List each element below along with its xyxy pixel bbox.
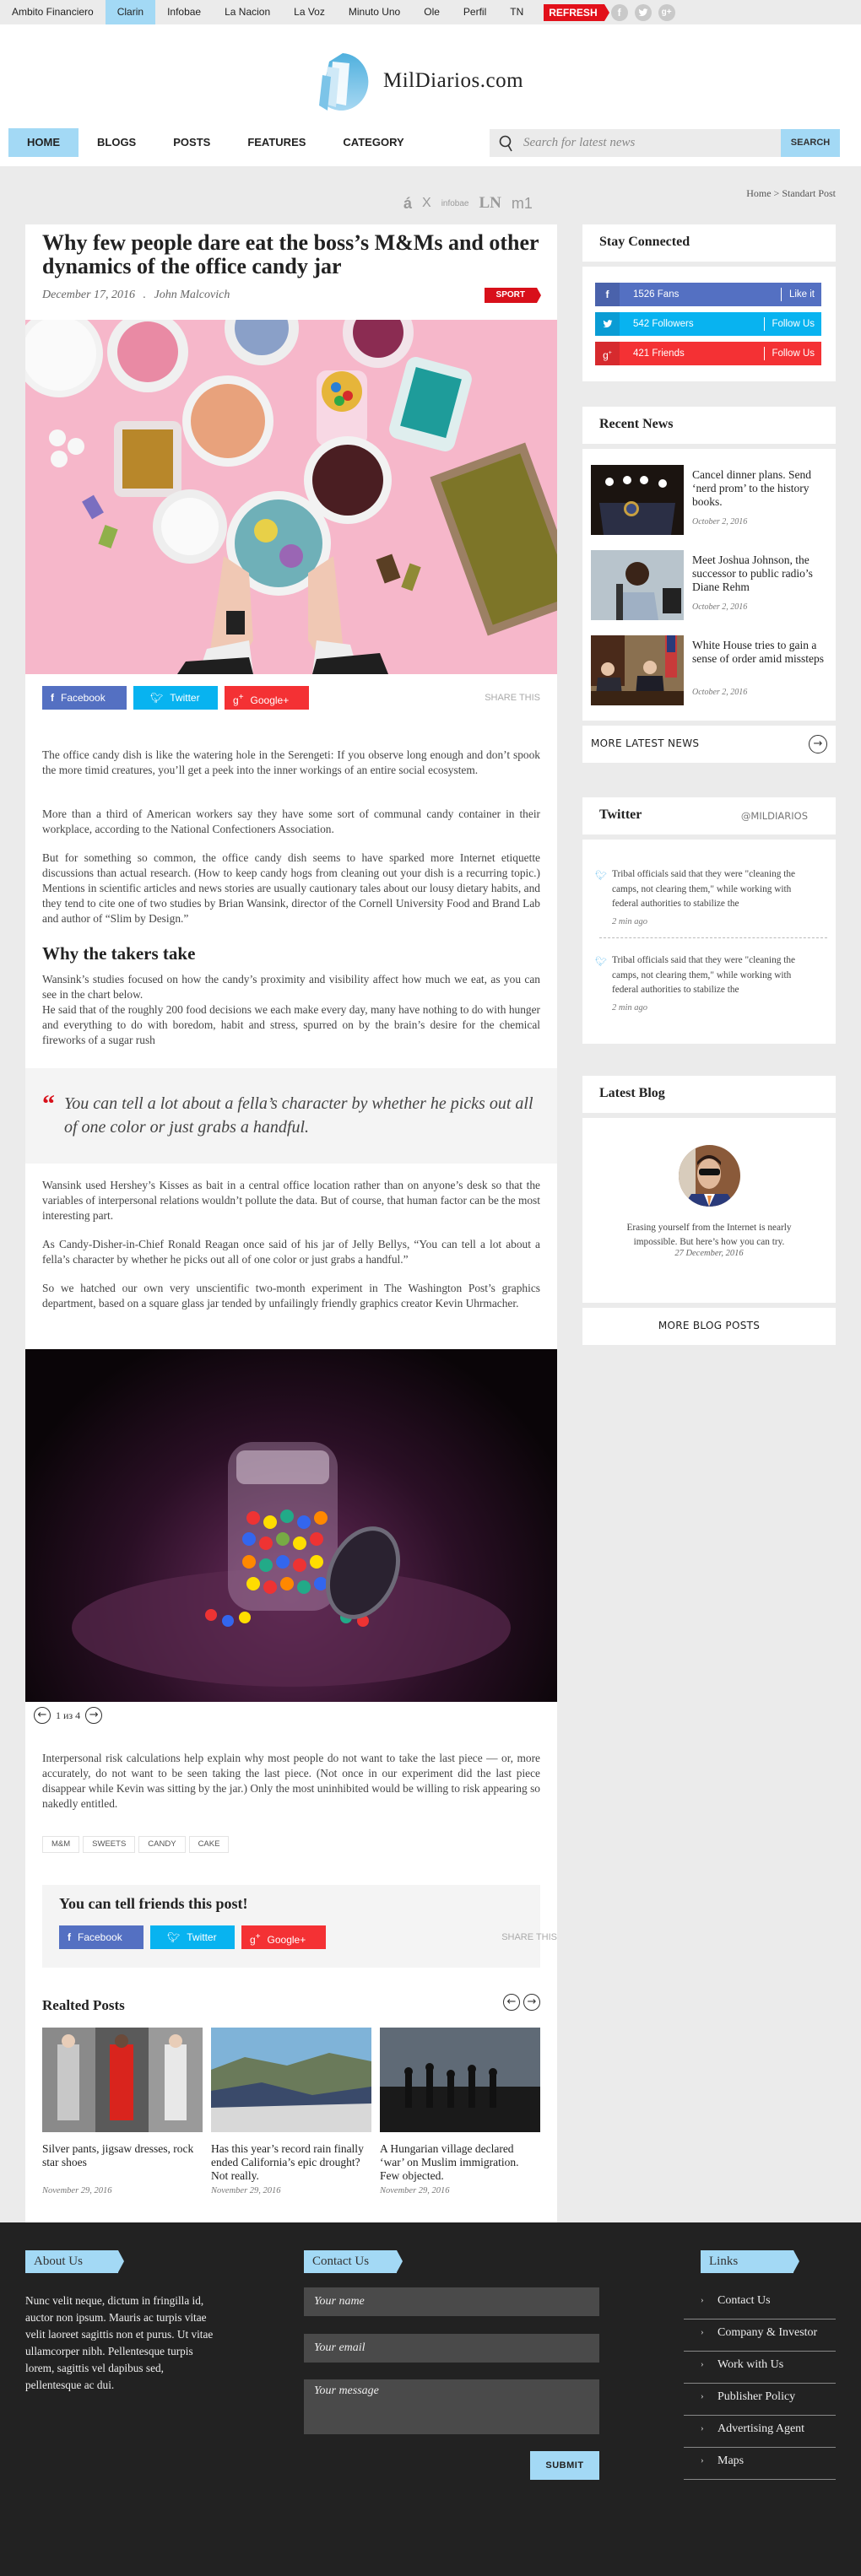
article-paragraph: More than a third of American workers say they have some sort of communal candy container in their workplace, according to the National Confectioners Association.: [42, 807, 540, 835]
related-post-title: Has this year’s record rain finally ended California’s epic drought? Not really.: [211, 2142, 364, 2182]
social-row-twitter[interactable]: [595, 312, 821, 336]
chevron-right-icon: ›: [701, 2327, 704, 2337]
tweet-time: 2 min ago: [612, 916, 647, 926]
tag-candy[interactable]: CANDY: [138, 1836, 185, 1853]
pull-quote: [25, 1068, 557, 1164]
article-paragraph: So we hatched our own very unscientific two-month experiment in The Washington Post’s graphics department, based on a square glass jar tended by unfailingly friendly graphics creator Kevin Uhrmacher.: [42, 1282, 540, 1310]
related-post-date: November 29, 2016: [380, 2186, 450, 2195]
source-ole[interactable]: Ole: [424, 6, 440, 18]
about-us-heading: About Us: [25, 2250, 118, 2273]
quote-mark-icon: “: [42, 1090, 55, 1118]
logo-mark-icon: [314, 51, 373, 111]
article-title: Why few people dare eat the boss’s M&Ms and other dynamics of the office candy jar: [42, 230, 539, 278]
article: [25, 224, 557, 2222]
tweet-time: 2 min ago: [612, 1002, 647, 1013]
meta-separator: .: [143, 289, 147, 301]
facebook-icon: f: [595, 283, 620, 306]
related-post[interactable]: [42, 2028, 203, 2195]
share-google-button[interactable]: [225, 686, 309, 710]
twitter-action[interactable]: Follow Us: [764, 317, 821, 331]
source-logo-minuto-uno[interactable]: m1: [511, 194, 533, 212]
gallery-image[interactable]: [25, 1349, 557, 1702]
quote-text: You can tell a lot about a fella’s character by whether he picks out all of one color or just grabs a handful.: [64, 1094, 533, 1137]
related-nav: [503, 1994, 540, 2011]
recent-news-item[interactable]: [591, 465, 827, 535]
related-post-image: [211, 2028, 371, 2132]
arrow-right-icon: →: [809, 735, 827, 753]
tweet: [595, 867, 819, 926]
google-plus-icon[interactable]: g+: [658, 4, 675, 21]
share-twitter-button[interactable]: [150, 1925, 235, 1949]
site-footer: [0, 2222, 861, 2576]
nav-category[interactable]: CATEGORY: [343, 136, 404, 149]
related-prev-icon[interactable]: ←: [503, 1994, 520, 2011]
source-logo-clarin[interactable]: X: [422, 196, 431, 210]
footer-link-label: Company & Investor: [718, 2326, 818, 2339]
stay-connected-header: [582, 224, 836, 262]
recent-news-image: [591, 465, 684, 535]
social-row-facebook[interactable]: [595, 283, 821, 306]
google-count: 421 Friends: [633, 348, 685, 359]
facebook-icon[interactable]: f: [611, 4, 628, 21]
google-plus-icon: g+: [250, 1932, 261, 1946]
twitter-icon: 🐦︎: [167, 1931, 181, 1943]
search-bar: [490, 129, 840, 157]
recent-news-title: White House tries to gain a sense of order amid missteps: [692, 639, 824, 665]
source-ambito-financiero[interactable]: Ambito Financiero: [12, 6, 94, 18]
blog-author-avatar[interactable]: [679, 1145, 740, 1207]
share-facebook-label: Facebook: [78, 1931, 122, 1943]
related-post-image: [42, 2028, 203, 2132]
nav-posts[interactable]: POSTS: [173, 136, 211, 149]
nav-home[interactable]: HOME: [8, 128, 79, 157]
recent-news-body: [582, 449, 836, 721]
article-subheading: Why the takers take: [42, 943, 196, 964]
tag-sweets[interactable]: SWEETS: [83, 1836, 135, 1853]
twitter-icon: 🐦︎: [150, 692, 164, 704]
chevron-right-icon: ›: [701, 2295, 704, 2305]
more-blog-posts-label: MORE BLOG POSTS: [658, 1320, 761, 1331]
facebook-icon: f: [68, 1931, 71, 1943]
related-post[interactable]: [211, 2028, 371, 2195]
footer-link-label: Publisher Policy: [718, 2390, 796, 2403]
share-this-label: SHARE THIS: [501, 1932, 557, 1942]
footer-link-company-investor[interactable]: [684, 2319, 836, 2352]
tell-friends-title: You can tell friends this post!: [59, 1895, 248, 1912]
tag-mm[interactable]: M&M: [42, 1836, 79, 1853]
facebook-action[interactable]: Like it: [781, 288, 821, 301]
recent-news-title: Meet Joshua Johnson, the successor to public radio’s Diane Rehm: [692, 554, 813, 593]
tweet-divider: [599, 937, 827, 938]
source-logos: [403, 194, 533, 213]
message-input[interactable]: [304, 2379, 599, 2434]
gallery-pager: [34, 1707, 102, 1724]
search-button[interactable]: SEARCH: [781, 129, 840, 157]
related-post-image: [380, 2028, 540, 2132]
footer-link-label: Work with Us: [718, 2358, 784, 2371]
nav-features[interactable]: FEATURES: [247, 136, 306, 149]
search-input[interactable]: [523, 129, 781, 157]
nav-blogs[interactable]: BLOGS: [97, 136, 137, 149]
more-latest-news-label: MORE LATEST NEWS: [591, 737, 700, 749]
twitter-icon[interactable]: [635, 4, 652, 21]
chevron-right-icon: ›: [701, 2359, 704, 2369]
share-bar-bottom: [59, 1925, 557, 1949]
source-la-nacion[interactable]: La Nacion: [225, 6, 271, 18]
twitter-widget-header: [582, 797, 836, 834]
search-icon: [490, 135, 523, 152]
recent-news-title: Recent News: [599, 417, 674, 431]
recent-news-header: [582, 407, 836, 444]
footer-link-label: Advertising Agent: [718, 2422, 805, 2435]
article-paragraph: Wansink used Hershey’s Kisses as bait in a central office location rather than on anyone’s desk so that the variables of interpersonal relations wouldn’t pollute the data. But of course, that human factor can be the most interesting part.: [42, 1179, 540, 1222]
footer-link-work-with-us[interactable]: [684, 2352, 836, 2384]
email-input[interactable]: [304, 2334, 599, 2363]
top-source-bar: [0, 0, 861, 24]
tweet: [595, 953, 819, 1013]
share-google-button[interactable]: [241, 1925, 326, 1949]
google-plus-icon: g+: [233, 693, 244, 706]
latest-blog-title: Latest Blog: [599, 1086, 665, 1100]
latest-blog-body: [582, 1118, 836, 1303]
source-perfil[interactable]: Perfil: [463, 6, 487, 18]
footer-link-maps[interactable]: [684, 2448, 836, 2480]
category-badge[interactable]: SPORT: [485, 288, 537, 303]
article-paragraph: Interpersonal risk calculations help explain why most people do not want to take the last piece — or, more accurately, do not want to be seen taking the last piece. (Not once in our experiment did the last piece disappear while Kevin was sitting by the jar.) Only the most uninhibited would be willing to risk appearing so nakedly entitled.: [42, 1752, 540, 1810]
footer-link-label: Maps: [718, 2454, 745, 2467]
breadcrumb[interactable]: Home > Standart Post: [746, 187, 836, 199]
twitter-bird-icon: 🐦︎: [595, 871, 607, 881]
recent-news-title: Cancel dinner plans. Send ‘nerd prom’ to the history books.: [692, 468, 811, 508]
tag-list: [42, 1836, 229, 1853]
article-paragraph: He said that of the roughly 200 food decisions we each make every day, many have nothing to do with hunger and everything to do with boredom, habit and stress, spurred on by the brain’s desire for the chemical fireworks of a sugar rush: [42, 1003, 540, 1046]
gallery-counter: 1 из 4: [56, 1709, 81, 1721]
recent-news-item[interactable]: [591, 550, 827, 620]
hero-image: [25, 320, 557, 674]
recent-news-image: [591, 635, 684, 705]
article-paragraph: As Candy-Disher-in-Chief Ronald Reagan once said of his jar of Jelly Bellys, “You can tell a lot about a fella’s character by whether he picks out all of one color or just grabs a handful.”: [42, 1238, 540, 1266]
footer-link-label: Contact Us: [718, 2294, 771, 2307]
facebook-count: 1526 Fans: [633, 289, 680, 300]
about-us-text: Nunc velit neque, dictum in fringilla id, auctor non ipsum. Mauris ac turpis vitae velit laoreet sagittis non et purus. Ut vitae ullamcorper nibh. Pellentesque turpis lorem, sagittis vel dapibus sed, pellentesque ac dui.: [25, 2294, 214, 2391]
tag-cake[interactable]: CAKE: [189, 1836, 230, 1853]
gallery-prev-icon[interactable]: ←: [34, 1707, 51, 1724]
footer-link-publisher-policy[interactable]: [684, 2384, 836, 2416]
share-facebook-label: Facebook: [61, 692, 106, 704]
tweet-text: Tribal officials said that they were "cleaning the camps, not clearing them," while working with federal authorities to stabilize the: [612, 869, 795, 909]
article-paragraph: But for something so common, the office candy dish seems to have sparked more Internet etiquette discussions than actual research. (How to keep candy hogs from cleaning out your dish is a recurring topic.) Mentions in scientific articles and news stories are usually cautionary tales about our lousy dietary habits, and they tend to cite one of two studies by Brian Wansink, director of the Cornell University Food and Brand Lab and author of “Slim by Design.”: [42, 851, 540, 925]
source-tn[interactable]: TN: [510, 6, 524, 18]
article-paragraph: The office candy dish is like the watering hole in the Serengeti: If you observe long enough and don’t spook the more timid creatures, you’ll get a peek into the inner workings of an entire social ecosystem.: [42, 748, 540, 776]
recent-news-date: October 2, 2016: [692, 688, 748, 697]
related-next-icon[interactable]: →: [523, 1994, 540, 2011]
recent-news-item[interactable]: [591, 635, 827, 705]
source-logo-infobae[interactable]: infobae: [441, 198, 469, 208]
article-author[interactable]: John Malcovich: [154, 289, 230, 301]
latest-blog-header: [582, 1076, 836, 1113]
related-posts-title: Realted Posts: [42, 1997, 125, 2013]
gallery-next-icon[interactable]: →: [85, 1707, 102, 1724]
share-twitter-button[interactable]: [133, 686, 218, 710]
social-row-google[interactable]: [595, 342, 821, 365]
twitter-bird-icon: 🐦︎: [595, 957, 607, 967]
source-clarin[interactable]: Clarin: [106, 0, 155, 24]
share-this-label: SHARE THIS: [485, 693, 540, 703]
article-meta: [42, 289, 230, 302]
submit-button[interactable]: SUBMIT: [530, 2451, 599, 2480]
share-facebook-button[interactable]: [42, 686, 127, 710]
share-twitter-label: Twitter: [187, 1931, 217, 1943]
twitter-widget-body: [582, 840, 836, 1044]
source-infobae[interactable]: Infobae: [167, 6, 202, 18]
google-action[interactable]: Follow Us: [764, 347, 821, 360]
site-header: [0, 24, 861, 166]
source-logo-ambito[interactable]: á: [403, 194, 413, 212]
recent-news-image: [591, 550, 684, 620]
share-twitter-label: Twitter: [170, 692, 200, 704]
footer-link-contact-us[interactable]: [684, 2287, 836, 2319]
twitter-handle[interactable]: @MILDIARIOS: [740, 810, 808, 822]
related-post-title: A Hungarian village declared ‘war’ on Muslim immigration. Few objected.: [380, 2142, 519, 2182]
more-latest-news-button[interactable]: [582, 726, 836, 763]
facebook-icon: f: [51, 692, 54, 704]
stay-connected-body: [582, 267, 836, 381]
google-plus-icon: g+: [595, 342, 620, 365]
related-post[interactable]: [380, 2028, 540, 2195]
more-blog-posts-button[interactable]: [582, 1308, 836, 1345]
twitter-count: 542 Followers: [633, 319, 694, 329]
share-google-label: Google+: [250, 694, 290, 706]
logo-text: MilDiarios.com: [383, 69, 524, 92]
contact-us-heading: Contact Us: [304, 2250, 397, 2273]
share-google-label: Google+: [267, 1934, 306, 1946]
latest-blog-date: 27 December, 2016: [674, 1249, 744, 1258]
site-logo[interactable]: [314, 51, 523, 111]
share-bar-top: [42, 686, 540, 710]
recent-news-date: October 2, 2016: [692, 602, 748, 612]
chevron-right-icon: ›: [701, 2391, 704, 2401]
name-input[interactable]: [304, 2287, 599, 2316]
twitter-icon: [595, 312, 620, 336]
footer-link-advertising-agent[interactable]: [684, 2416, 836, 2448]
tweet-text: Tribal officials said that they were "cleaning the camps, not clearing them," while working with federal authorities to stabilize the: [612, 955, 795, 995]
source-minuto-uno[interactable]: Minuto Uno: [348, 6, 401, 18]
related-post-date: November 29, 2016: [211, 2186, 281, 2195]
links-heading: Links: [701, 2250, 793, 2273]
chevron-right-icon: ›: [701, 2455, 704, 2465]
related-post-title: Silver pants, jigsaw dresses, rock star shoes: [42, 2142, 194, 2168]
recent-news-date: October 2, 2016: [692, 517, 748, 527]
refresh-button[interactable]: REFRESH: [544, 4, 604, 21]
main-nav: [8, 128, 423, 157]
article-paragraph: Wansink’s studies focused on how the candy’s proximity and visibility affect how much we eat, as you can see in the chart below.: [42, 973, 540, 1001]
tell-friends-box: [42, 1885, 557, 1968]
share-facebook-button[interactable]: [59, 1925, 144, 1949]
source-la-voz[interactable]: La Voz: [294, 6, 325, 18]
source-logo-la-nacion[interactable]: LN: [479, 194, 501, 212]
twitter-widget-title: Twitter: [599, 807, 642, 822]
chevron-right-icon: ›: [701, 2423, 704, 2433]
article-date: December 17, 2016: [42, 289, 136, 301]
stay-connected-title: Stay Connected: [599, 235, 690, 249]
related-post-date: November 29, 2016: [42, 2186, 112, 2195]
latest-blog-text[interactable]: Erasing yourself from the Internet is nearly impossible. But here’s how you can try.: [626, 1223, 792, 1247]
